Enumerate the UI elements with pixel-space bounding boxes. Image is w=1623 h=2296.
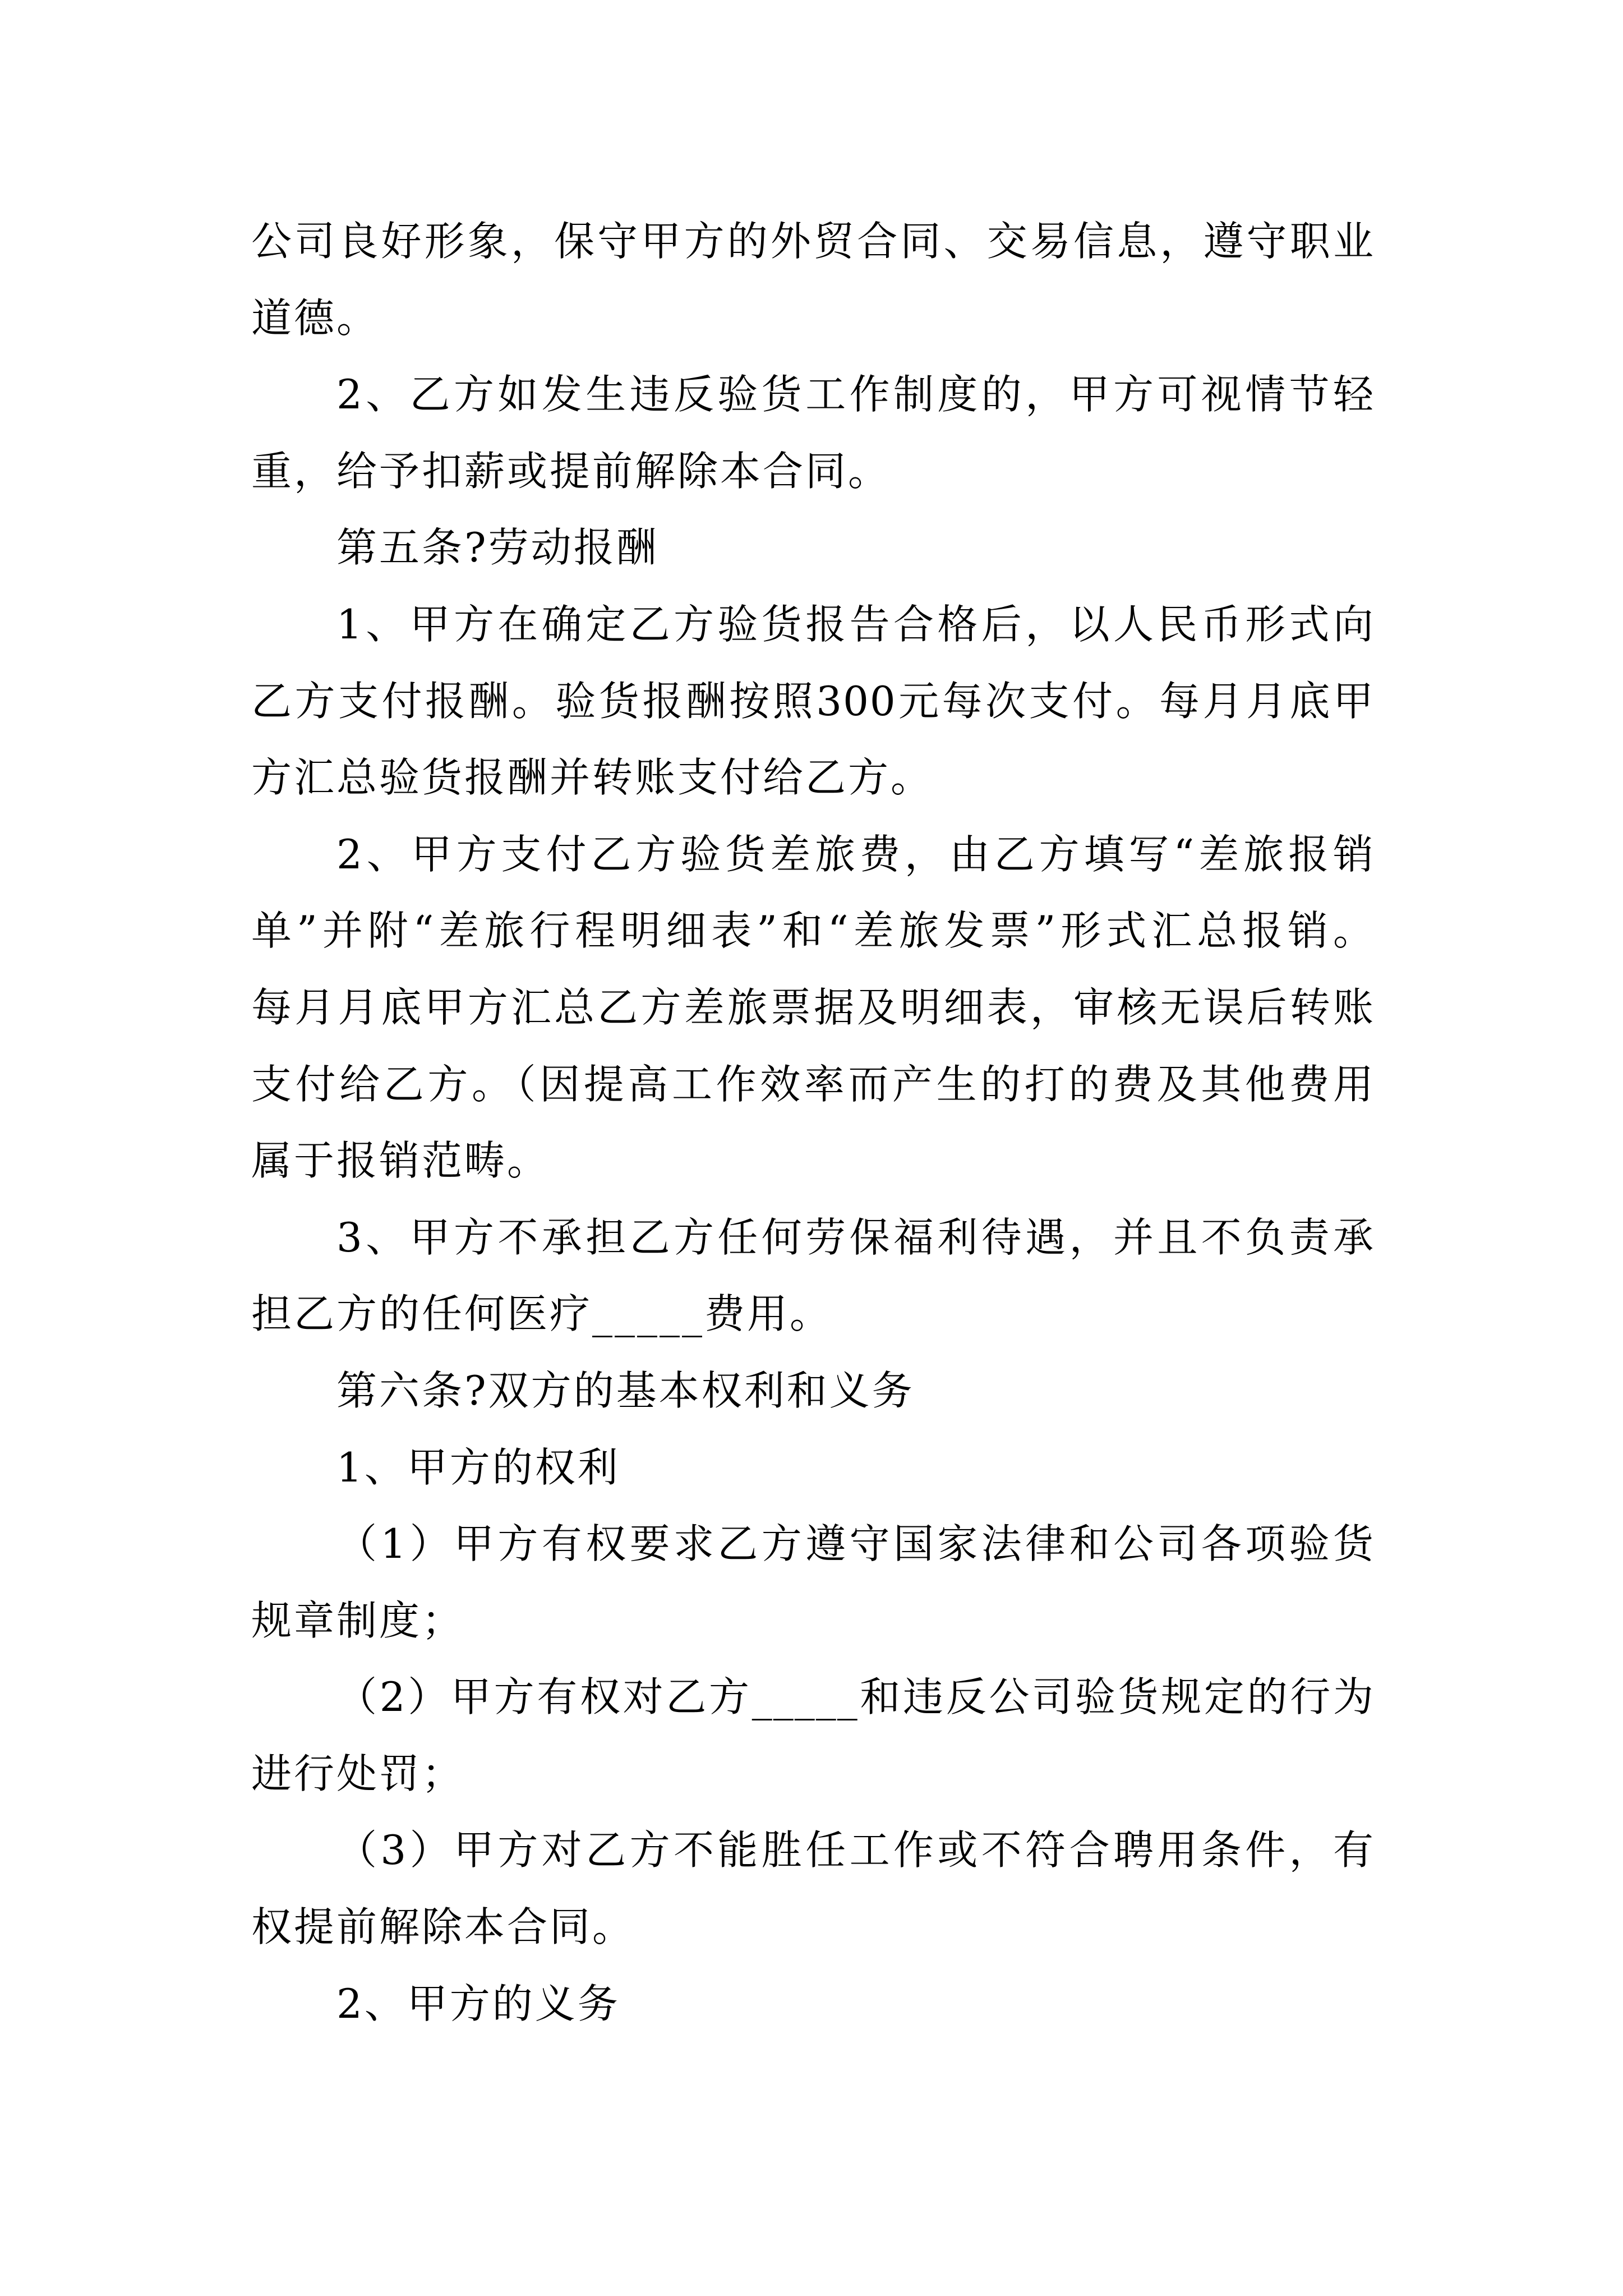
document-body	[251, 203, 1375, 2042]
paragraph	[251, 1199, 1375, 1352]
text-line: 2、甲方支付乙方验货差旅费，由乙方填写“差旅报销	[336, 830, 1375, 878]
text-line: 1、甲方的权利	[336, 1443, 620, 1491]
paragraph	[251, 816, 1375, 1199]
text-line: 规章制度；	[251, 1596, 465, 1644]
text-line: 2、乙方如发生违反验货工作制度的，甲方可视情节轻	[336, 371, 1375, 418]
text-line: 权提前解除本合同。	[251, 1903, 635, 1951]
text-line: 支付给乙方。（因提高工作效率而产生的打的费及其他费用	[251, 1060, 1375, 1108]
text-line: 第五条?劳动报酬	[336, 524, 659, 572]
text-line: 乙方支付报酬。验货报酬按照300元每次支付。每月月底甲	[251, 677, 1375, 725]
text-line: （2）甲方有权对乙方_____和违反公司验货规定的行为	[336, 1673, 1375, 1721]
text-line: 每月月底甲方汇总乙方差旅票据及明细表，审核无误后转账	[251, 983, 1375, 1031]
paragraph	[251, 203, 1375, 356]
paragraph	[251, 356, 1375, 509]
text-line: （1）甲方有权要求乙方遵守国家法律和公司各项验货	[336, 1520, 1375, 1568]
section-heading	[251, 509, 1375, 586]
subsection-heading	[251, 1429, 1375, 1506]
text-line: （3）甲方对乙方不能胜任工作或不符合聘用条件，有	[336, 1826, 1375, 1874]
list-item	[251, 1812, 1375, 1965]
text-line: 担乙方的任何医疗_____费用。	[251, 1290, 833, 1338]
text-line: 2、甲方的义务	[336, 1980, 620, 2027]
text-line: 道德。	[251, 294, 380, 342]
text-line: 重，给予扣薪或提前解除本合同。	[251, 447, 891, 495]
text-line: 公司良好形象，保守甲方的外贸合同、交易信息，遵守职业	[251, 218, 1375, 265]
text-line: 方汇总验货报酬并转账支付给乙方。	[251, 754, 934, 802]
text-line: 第六条?双方的基本权利和义务	[336, 1366, 915, 1414]
text-line: 进行处罚；	[251, 1750, 465, 1797]
section-heading	[251, 1352, 1375, 1429]
list-item	[251, 1506, 1375, 1659]
subsection-heading	[251, 1966, 1375, 2042]
text-line: 属于报销范畴。	[251, 1137, 550, 1185]
text-line: 1、甲方在确定乙方验货报告合格后，以人民币形式向	[336, 600, 1375, 648]
text-line: 单”并附“差旅行程明细表”和“差旅发票”形式汇总报销。	[251, 907, 1375, 955]
paragraph	[251, 586, 1375, 816]
list-item	[251, 1659, 1375, 1812]
text-line: 3、甲方不承担乙方任何劳保福利待遇，并且不负责承	[336, 1213, 1375, 1261]
